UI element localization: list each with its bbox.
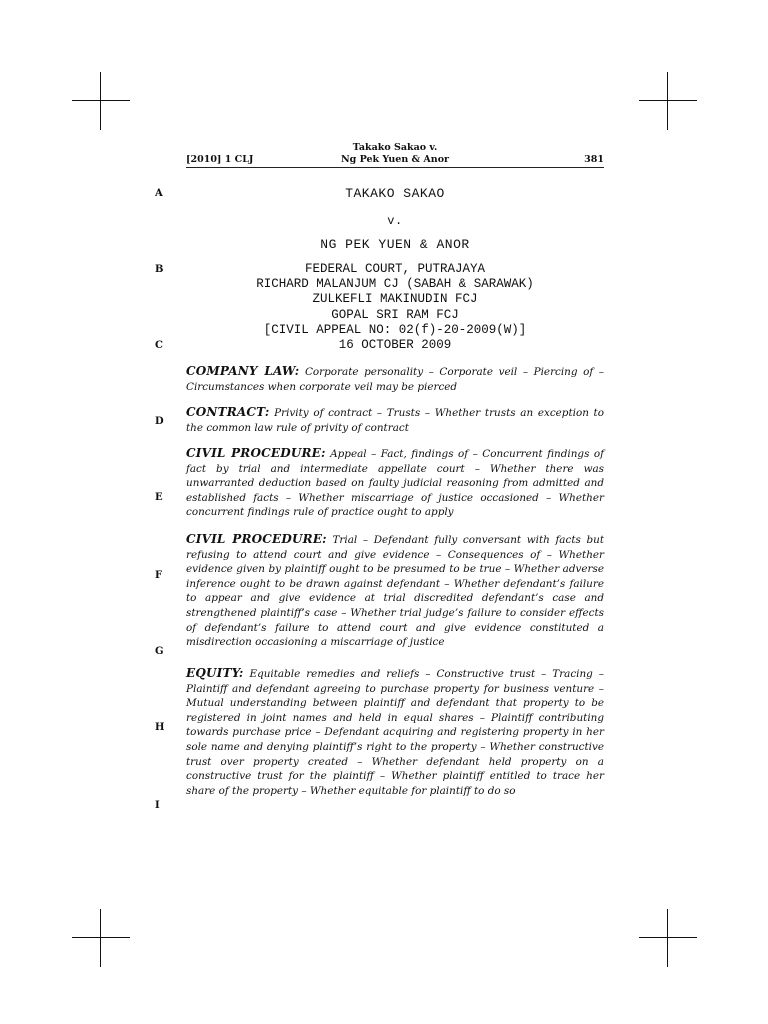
margin-letter-d: D	[155, 416, 164, 427]
crop-mark-bottom-left-v	[100, 909, 101, 967]
headnote-topic: COMPANY LAW:	[186, 364, 300, 378]
margin-letter-i: I	[155, 800, 160, 811]
margin-letter-a: A	[155, 188, 163, 199]
appeal-number: [CIVIL APPEAL NO: 02(f)-20-2009(W)]	[263, 322, 527, 337]
versus: v.	[387, 214, 403, 228]
margin-letter-h: H	[155, 722, 165, 733]
judgment-date: 16 OCTOBER 2009	[338, 338, 452, 353]
headnote-civil-procedure-trial	[186, 532, 604, 650]
headnote-text: Equitable remedies and reliefs – Constructive trust – Tracing – Plaintiff and defendant agreeing to purchase property for business venture – Mutual understanding between plaintiff and defendant that property to be registered in joint names and held in equal shares – Plaintiff contributing towards purchase price – Defendant acquiring and registering property in her sole name and denying plaintiff’s right to the property – Whether constructive trust over property created – Whether defendant held property on a constructive trust for the plaintiff – Whether plaintiff entitled to trace her share of the property – Whether equitable for plaintiff to do so	[186, 668, 604, 797]
headnote-topic: EQUITY:	[186, 666, 244, 680]
headnote-topic: CIVIL PROCEDURE:	[186, 532, 327, 546]
court-name: FEDERAL COURT, PUTRAJAYA	[304, 262, 486, 276]
headnote-text: Privity of contract – Trusts – Whether trusts an exception to the common law rule of privity of contract	[186, 407, 604, 434]
crop-mark-bottom-left-h	[72, 937, 130, 938]
running-head	[186, 140, 604, 168]
headnote-text: Trial – Defendant fully conversant with facts but refusing to attend court and give evidence – Consequences of – Whether evidence given by plaintiff ought to be presumed to be true – Whether adverse inference ought to be drawn against defendant – Whether defendant’s failure to appear and give evidence at trial discredited defendant’s case and strengthened plaintiff’s case – Whether trial judge’s failure to consider effects of defendant’s failure to attend court and give evidence constituted a misdirection occasioning a miscarriage of justice	[186, 534, 604, 649]
crop-mark-top-left-h	[72, 100, 130, 101]
headnote-topic: CONTRACT:	[186, 405, 270, 419]
headnote-topic: CIVIL PROCEDURE:	[186, 446, 326, 460]
margin-letter-e: E	[155, 492, 163, 503]
judge-1: RICHARD MALANJUM CJ (SABAH & SARAWAK)	[256, 277, 534, 292]
judge-2: ZULKEFLI MAKINUDIN FCJ	[312, 292, 478, 307]
citation: [2010] 1 CLJ	[186, 154, 254, 165]
headnote-equity	[186, 666, 604, 798]
running-title-line-2: Ng Pek Yuen & Anor	[340, 154, 450, 165]
headnote-text: Appeal – Fact, findings of – Concurrent findings of fact by trial and intermediate appellate court – Whether there was unwarranted deduction based on faulty judicial reasoning from admitted and established facts – Whether miscarriage of justice occasioned – Whether concurrent findings rule of practice ought to apply	[186, 448, 604, 519]
crop-mark-bottom-right-v	[667, 909, 668, 967]
crop-mark-top-right-v	[667, 72, 668, 130]
headnote-civil-procedure-appeal	[186, 446, 604, 520]
judge-3: GOPAL SRI RAM FCJ	[331, 307, 459, 322]
court-details	[186, 262, 604, 353]
respondent-name: NG PEK YUEN & ANOR	[320, 237, 470, 252]
margin-letter-g: G	[155, 646, 164, 657]
headnote-text: Corporate personality – Corporate veil – Piercing of – Circumstances when corporate veil may be pierced	[186, 366, 604, 393]
crop-mark-top-left-v	[100, 72, 101, 130]
margin-letter-c: C	[155, 340, 163, 351]
crop-mark-bottom-right-h	[639, 937, 697, 938]
running-title-line-1: Takako Sakao v.	[352, 142, 438, 153]
crop-mark-top-right-h	[639, 100, 697, 101]
margin-letter-b: B	[155, 264, 164, 275]
appellant-name: TAKAKO SAKAO	[345, 186, 445, 201]
running-title	[186, 142, 604, 166]
headnote-company-law	[186, 364, 604, 394]
margin-letter-f: F	[155, 570, 163, 581]
page-number: 381	[584, 154, 604, 165]
headnote-contract	[186, 405, 604, 435]
